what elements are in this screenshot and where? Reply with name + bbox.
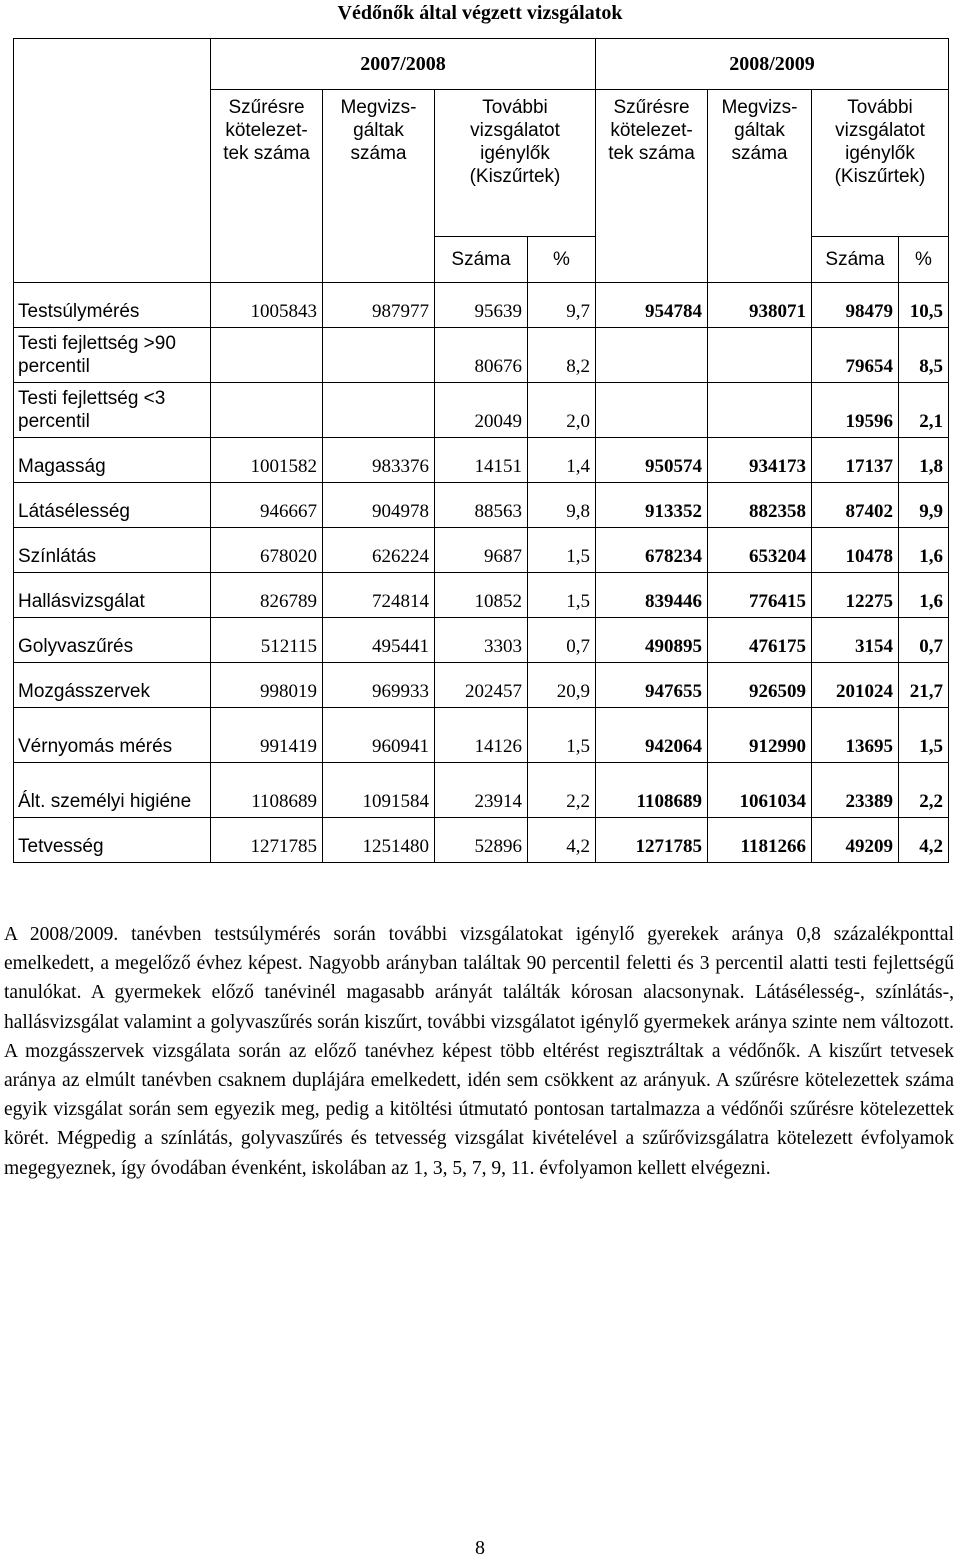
table-cell — [596, 383, 708, 438]
table-cell: 88563 — [435, 483, 528, 528]
table-cell: 938071 — [708, 283, 812, 328]
table-cell: 21,7 — [899, 663, 949, 708]
table-cell: 1061034 — [708, 763, 812, 818]
table-cell: 3303 — [435, 618, 528, 663]
table-cell: 1,8 — [899, 438, 949, 483]
table-cell: 1251480 — [323, 818, 435, 863]
table-cell — [596, 328, 708, 383]
row-label: Mozgásszervek — [14, 663, 211, 708]
table-cell: 95639 — [435, 283, 528, 328]
table-cell: 9,8 — [528, 483, 596, 528]
table-cell: 942064 — [596, 708, 708, 763]
table-cell: 14126 — [435, 708, 528, 763]
table-cell: 653204 — [708, 528, 812, 573]
table-cell: 678234 — [596, 528, 708, 573]
page-number: 8 — [475, 1537, 485, 1559]
col-header-kotelezettek-2007: Szűrésre kötelezet-tek száma — [211, 90, 323, 283]
table-cell: 4,2 — [528, 818, 596, 863]
table-cell: 8,2 — [528, 328, 596, 383]
table-row — [14, 438, 949, 483]
table-cell: 98479 — [812, 283, 899, 328]
sub-header-szama-2008: Száma — [812, 237, 899, 283]
table-cell: 14151 — [435, 438, 528, 483]
table-cell: 8,5 — [899, 328, 949, 383]
table-cell: 2,0 — [528, 383, 596, 438]
col-header-kiszurtek-2008: További vizsgálatot igénylők (Kiszűrtek) — [812, 90, 949, 237]
table-row — [14, 818, 949, 863]
sub-header-pct-2007: % — [528, 237, 596, 283]
table-cell: 1001582 — [211, 438, 323, 483]
table-cell: 960941 — [323, 708, 435, 763]
table-cell: 201024 — [812, 663, 899, 708]
table-cell: 882358 — [708, 483, 812, 528]
table-cell — [708, 383, 812, 438]
table-cell: 1005843 — [211, 283, 323, 328]
table-cell: 2,2 — [528, 763, 596, 818]
table-cell: 926509 — [708, 663, 812, 708]
table-cell: 10,5 — [899, 283, 949, 328]
row-label: Magasság — [14, 438, 211, 483]
table-row — [14, 663, 949, 708]
table-cell: 9,7 — [528, 283, 596, 328]
table-cell: 17137 — [812, 438, 899, 483]
table-cell: 23389 — [812, 763, 899, 818]
table-cell: 913352 — [596, 483, 708, 528]
table-cell: 1181266 — [708, 818, 812, 863]
table-cell: 626224 — [323, 528, 435, 573]
table-cell — [708, 328, 812, 383]
table-cell: 4,2 — [899, 818, 949, 863]
sub-header-szama-2007: Száma — [435, 237, 528, 283]
table-body — [14, 283, 949, 863]
row-label: Hallásvizsgálat — [14, 573, 211, 618]
table-cell: 12275 — [812, 573, 899, 618]
page-title: Védőnők által végzett vizsgálatok — [337, 2, 623, 24]
table-cell: 1,5 — [528, 708, 596, 763]
table-cell: 52896 — [435, 818, 528, 863]
table-row — [14, 763, 949, 818]
table-row — [14, 383, 949, 438]
year-header-row — [14, 39, 949, 90]
table-row — [14, 483, 949, 528]
table-cell — [211, 328, 323, 383]
table-cell: 2,1 — [899, 383, 949, 438]
col-header-megvizsgaltak-2007: Megvizs-gáltak száma — [323, 90, 435, 283]
table-cell: 776415 — [708, 573, 812, 618]
table-cell: 20049 — [435, 383, 528, 438]
table-cell: 839446 — [596, 573, 708, 618]
table-cell: 1091584 — [323, 763, 435, 818]
table-cell: 495441 — [323, 618, 435, 663]
table-cell: 678020 — [211, 528, 323, 573]
table-cell: 23914 — [435, 763, 528, 818]
row-label: Testi fejlettség >90 percentil — [14, 328, 211, 383]
table-cell: 1,4 — [528, 438, 596, 483]
table-cell: 912990 — [708, 708, 812, 763]
table-cell: 946667 — [211, 483, 323, 528]
table-cell: 87402 — [812, 483, 899, 528]
table-cell: 724814 — [323, 573, 435, 618]
year-header-2007: 2007/2008 — [211, 39, 596, 90]
row-label: Ált. személyi higiéne — [14, 763, 211, 818]
table-cell — [323, 328, 435, 383]
table-cell: 490895 — [596, 618, 708, 663]
table-cell: 934173 — [708, 438, 812, 483]
table-cell: 1,5 — [528, 573, 596, 618]
table-cell: 1,6 — [899, 528, 949, 573]
table-cell: 80676 — [435, 328, 528, 383]
sub-header-pct-2008: % — [899, 237, 949, 283]
table-cell: 0,7 — [899, 618, 949, 663]
table-cell: 1271785 — [596, 818, 708, 863]
col-header-kotelezettek-2008: Szűrésre kötelezet-tek száma — [596, 90, 708, 283]
table-row — [14, 528, 949, 573]
table-cell: 950574 — [596, 438, 708, 483]
table-cell: 9687 — [435, 528, 528, 573]
table-cell: 983376 — [323, 438, 435, 483]
table-cell: 969933 — [323, 663, 435, 708]
table-cell: 904978 — [323, 483, 435, 528]
table-cell: 1108689 — [211, 763, 323, 818]
table-row — [14, 283, 949, 328]
table-cell: 954784 — [596, 283, 708, 328]
table-cell: 512115 — [211, 618, 323, 663]
table-cell: 991419 — [211, 708, 323, 763]
table-cell: 2,2 — [899, 763, 949, 818]
table-cell — [323, 383, 435, 438]
corner-cell — [14, 39, 211, 283]
table-cell: 1,6 — [899, 573, 949, 618]
table-row — [14, 573, 949, 618]
year-header-2008: 2008/2009 — [596, 39, 949, 90]
table-cell: 202457 — [435, 663, 528, 708]
table-cell — [211, 383, 323, 438]
table-row — [14, 618, 949, 663]
table-cell: 0,7 — [528, 618, 596, 663]
table-cell: 1108689 — [596, 763, 708, 818]
row-label: Testi fejlettség <3 percentil — [14, 383, 211, 438]
table-cell: 987977 — [323, 283, 435, 328]
col-header-kiszurtek-2007: További vizsgálatot igénylők (Kiszűrtek) — [435, 90, 596, 237]
row-label: Vérnyomás mérés — [14, 708, 211, 763]
table-cell: 1,5 — [528, 528, 596, 573]
summary-paragraph: A 2008/2009. tanévben testsúlymérés során további vizsgálatokat igénylő gyerekek aránya 0,8 százalékponttal emelkedett, a megelőző évhez képest. Nagyobb arányban találtak 90 percentil feletti és 3 percentil alatti testi fejlettségű tanulókat. A gyermekek előző tanévinél magasabb arányát találták kórosan alacsonynak. Látásélesség-, színlátás-, hallásvizsgálat valamint a golyvaszűrés során kiszűrt, további vizsgálatot igénylő gyermekek aránya szinte nem változott. A mozgásszervek vizsgálata során az előző tanévhez képest több eltérést regisztráltak a védőnők. A kiszűrt tetvesek aránya az elmúlt tanévben csaknem duplájára emelkedett, idén sem csökkent az arányuk. A szűrésre kötelezettek száma egyik vizsgálat során sem egyezik meg, pedig a kitöltési útmutató pontosan tartalmazza a védőnői szűrésre kötelezettek körét. Mégpedig a színlátás, golyvaszűrés és tetvesség vizsgálat kivételével a szűrővizsgálatra kötelezett évfolyamok megegyeznek, így óvodában évenként, iskolában az 1, 3, 5, 7, 9, 11. évfolyamon kellett elvégezni. — [4, 924, 954, 1179]
screening-table — [13, 38, 949, 863]
table-cell: 13695 — [812, 708, 899, 763]
table-cell: 10478 — [812, 528, 899, 573]
table-cell: 476175 — [708, 618, 812, 663]
table-cell: 3154 — [812, 618, 899, 663]
table-cell: 947655 — [596, 663, 708, 708]
row-label: Testsúlymérés — [14, 283, 211, 328]
table-cell: 998019 — [211, 663, 323, 708]
row-label: Golyvaszűrés — [14, 618, 211, 663]
table-cell: 1271785 — [211, 818, 323, 863]
table-cell: 20,9 — [528, 663, 596, 708]
table-cell: 826789 — [211, 573, 323, 618]
row-label: Tetvesség — [14, 818, 211, 863]
table-row — [14, 708, 949, 763]
table-cell: 10852 — [435, 573, 528, 618]
table-cell: 79654 — [812, 328, 899, 383]
table-cell: 9,9 — [899, 483, 949, 528]
table-cell: 1,5 — [899, 708, 949, 763]
table-cell: 49209 — [812, 818, 899, 863]
row-label: Színlátás — [14, 528, 211, 573]
table-row — [14, 328, 949, 383]
table-cell: 19596 — [812, 383, 899, 438]
col-header-megvizsgaltak-2008: Megvizs-gáltak száma — [708, 90, 812, 283]
row-label: Látásélesség — [14, 483, 211, 528]
